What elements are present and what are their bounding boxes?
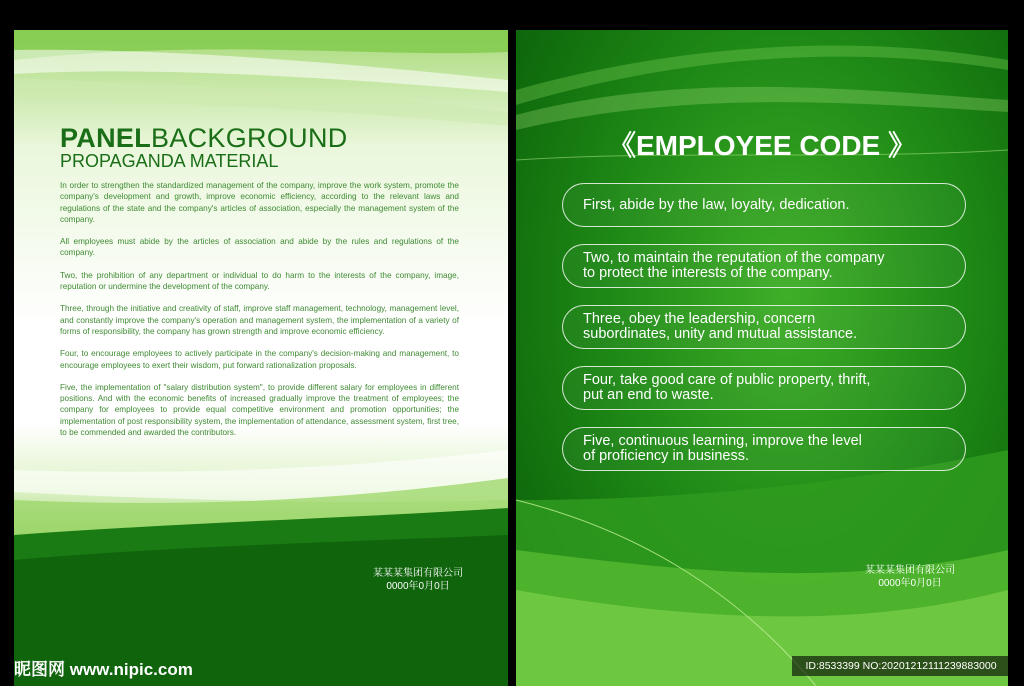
code-line: to protect the interests of the company.: [583, 265, 833, 281]
left-footer: [364, 567, 472, 593]
company-name: 某某某集团有限公司: [865, 565, 955, 576]
code-line: Two, to maintain the reputation of the company: [583, 250, 885, 266]
paragraph: Three, through the initiative and creativity of staff, improve staff management, technology, management level, and constantly improve the company's operation and management system, the implementation of a variety of forms of responsibility, the company has grown strength and improve economic efficiency.: [60, 304, 459, 336]
body-text: [60, 180, 459, 449]
paragraph: In order to strengthen the standardized management of the company, improve the work system, promote the company's development and growth, improve economic efficiency, according to the relevant laws and regulations of the state and the company's articles of association, especially the management system of the company.: [60, 181, 459, 224]
left-flyer-panel: [14, 30, 508, 686]
image-id-watermark: ID:8533399 NO:20201212111239883000: [792, 656, 1010, 676]
code-item: [562, 427, 966, 471]
code-item: [562, 244, 966, 288]
paragraph: Four, to encourage employees to actively participate in the company's decision-making and management, to encourage employees to exert their wisdom, put forward rationalization proposals.: [60, 349, 459, 370]
code-line: of proficiency in business.: [583, 448, 750, 464]
code-item: [562, 183, 966, 227]
paragraph: Two, the prohibition of any department or individual to do harm to the interests of the company, image, reputation or undermine the development of the company.: [60, 270, 459, 292]
employee-code-title: 《EMPLOYEE CODE 》: [607, 130, 917, 161]
paragraph: Five, the implementation of "salary distribution system", to provide different salary for employees in different positions. And with the economic benefits of increased gradually improve the treatment of employees; the company for employees to provide equal competitive environment and promotion opportunities; the implementation of post responsibility system, the implementation of attendance, assessment system, first tree, to be commended and awarded the contributors.: [60, 382, 459, 438]
company-name: 某某某集团有限公司: [373, 568, 463, 579]
right-footer: [850, 564, 970, 590]
right-flyer-panel: [516, 30, 1008, 686]
code-line: put an end to waste.: [583, 387, 714, 403]
panel-title: PANELBACKGROUND: [60, 123, 348, 153]
date-text: 0000年0月0日: [878, 578, 942, 589]
site-logo: 昵图网: [14, 660, 65, 679]
code-line: Three, obey the leadership, concern: [583, 311, 816, 327]
code-line: subordinates, unity and mutual assistance.: [583, 326, 858, 342]
code-line: Five, continuous learning, improve the level: [583, 433, 862, 449]
site-watermark: [14, 655, 193, 680]
panel-subtitle: PROPAGANDA MATERIAL: [60, 151, 279, 171]
code-line: First, abide by the law, loyalty, dedication.: [583, 196, 850, 213]
paragraph: All employees must abide by the articles of association and abide by the rules and regulations of the company.: [60, 237, 459, 258]
code-item: [562, 305, 966, 349]
date-text: 0000年0月0日: [386, 581, 450, 592]
site-url: www.nipic.com: [69, 660, 193, 679]
code-item: [562, 366, 966, 410]
code-line: Four, take good care of public property, thrift,: [583, 372, 871, 388]
